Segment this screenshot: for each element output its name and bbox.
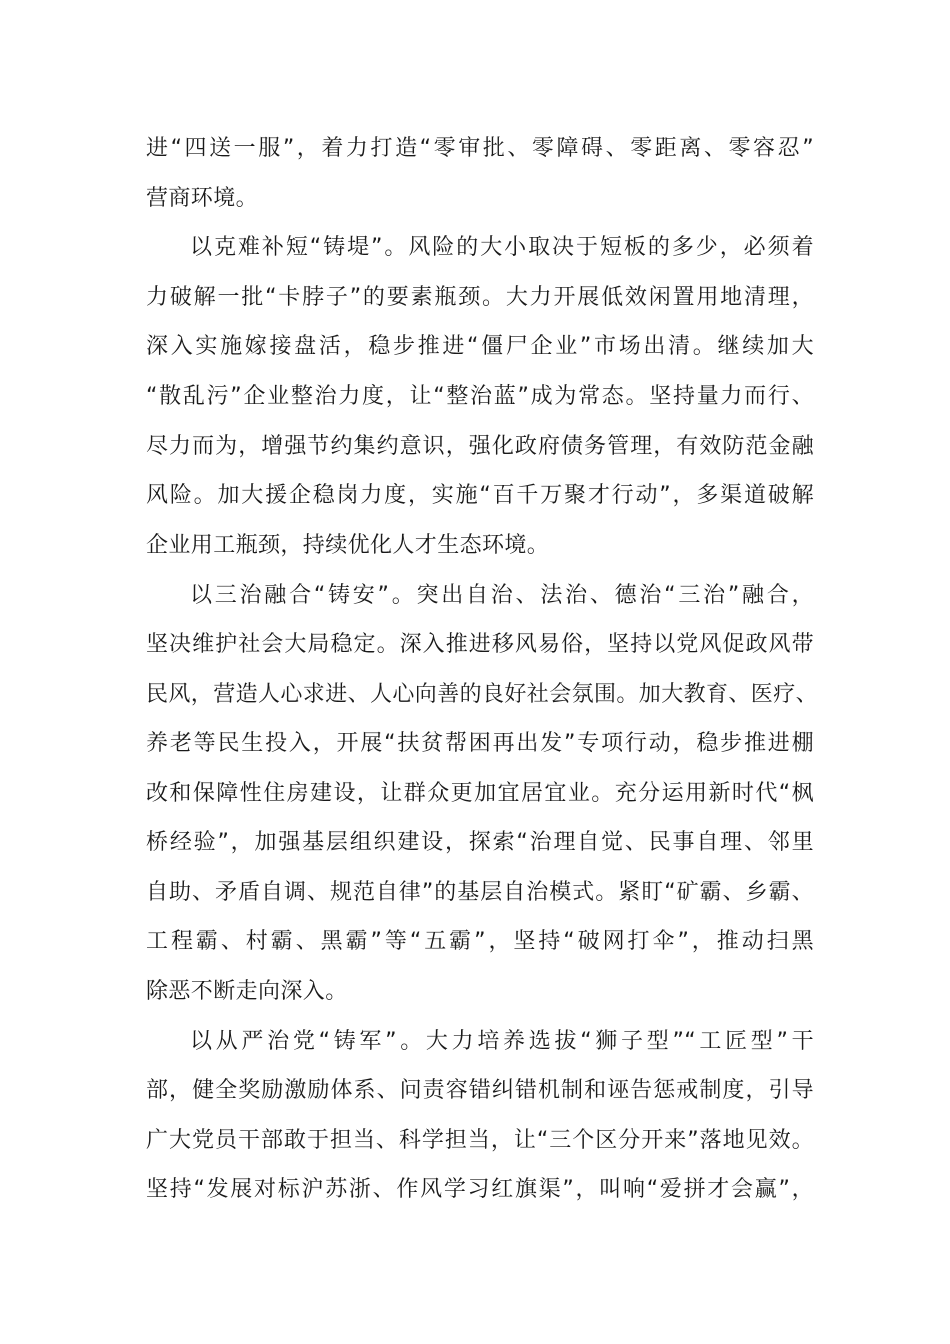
text-line: 除恶不断走向深入。	[146, 979, 348, 1004]
text-line: 民风，营造人心求进、人心向善的良好社会氛围。加大教育、医疗、	[146, 682, 819, 707]
text-line: 自助、矛盾自调、规范自律”的基层自治模式。紧盯“矿霸、乡霸、	[146, 880, 814, 905]
text-line: 进“四送一服”，着力打造“零审批、零障碍、零距离、零容忍”	[146, 136, 814, 161]
text-line: 坚持“发展对标沪苏浙、作风学习红旗渠”，叫响“爱拼才会赢”，	[146, 1177, 814, 1202]
text-line: 改和保障性住房建设，让群众更加宜居宜业。充分运用新时代“枫	[146, 781, 814, 806]
text-line: 尽力而为，增强节约集约意识，强化政府债务管理，有效防范金融	[146, 434, 814, 459]
paragraph-start-line: 以从严治党“铸军”。大力培养选拔“狮子型”“工匠型”干	[190, 1029, 814, 1054]
text-line: 营商环境。	[146, 186, 259, 211]
text-line: 广大党员干部敢于担当、科学担当，让“三个区分开来”落地见效。	[146, 1128, 814, 1153]
text-line: 深入实施嫁接盘活，稳步推进“僵尸企业”市场出清。继续加大	[146, 334, 814, 359]
text-line: “散乱污”企业整治力度，让“整治蓝”成为常态。坚持量力而行、	[146, 384, 814, 409]
text-line: 力破解一批“卡脖子”的要素瓶颈。大力开展低效闲置用地清理，	[146, 285, 814, 310]
text-line: 部，健全奖励激励体系、问责容错纠错机制和诬告惩戒制度，引导	[146, 1078, 814, 1103]
text-line: 坚决维护社会大局稳定。深入推进移风易俗，坚持以党风促政风带	[146, 632, 814, 657]
paragraph-start-line: 以克难补短“铸堤”。风险的大小取决于短板的多少，必须着	[190, 235, 814, 260]
text-line: 工程霸、村霸、黑霸”等“五霸”，坚持“破网打伞”，推动扫黑	[146, 929, 814, 954]
text-line: 养老等民生投入，开展“扶贫帮困再出发”专项行动，稳步推进棚	[146, 731, 814, 756]
text-line: 桥经验”，加强基层组织建设，探索“治理自觉、民事自理、邻里	[146, 830, 814, 855]
text-line: 企业用工瓶颈，持续优化人才生态环境。	[146, 533, 550, 558]
text-line: 风险。加大援企稳岗力度，实施“百千万聚才行动”，多渠道破解	[146, 483, 814, 508]
paragraph-start-line: 以三治融合“铸安”。突出自治、法治、德治“三治”融合，	[190, 583, 814, 608]
